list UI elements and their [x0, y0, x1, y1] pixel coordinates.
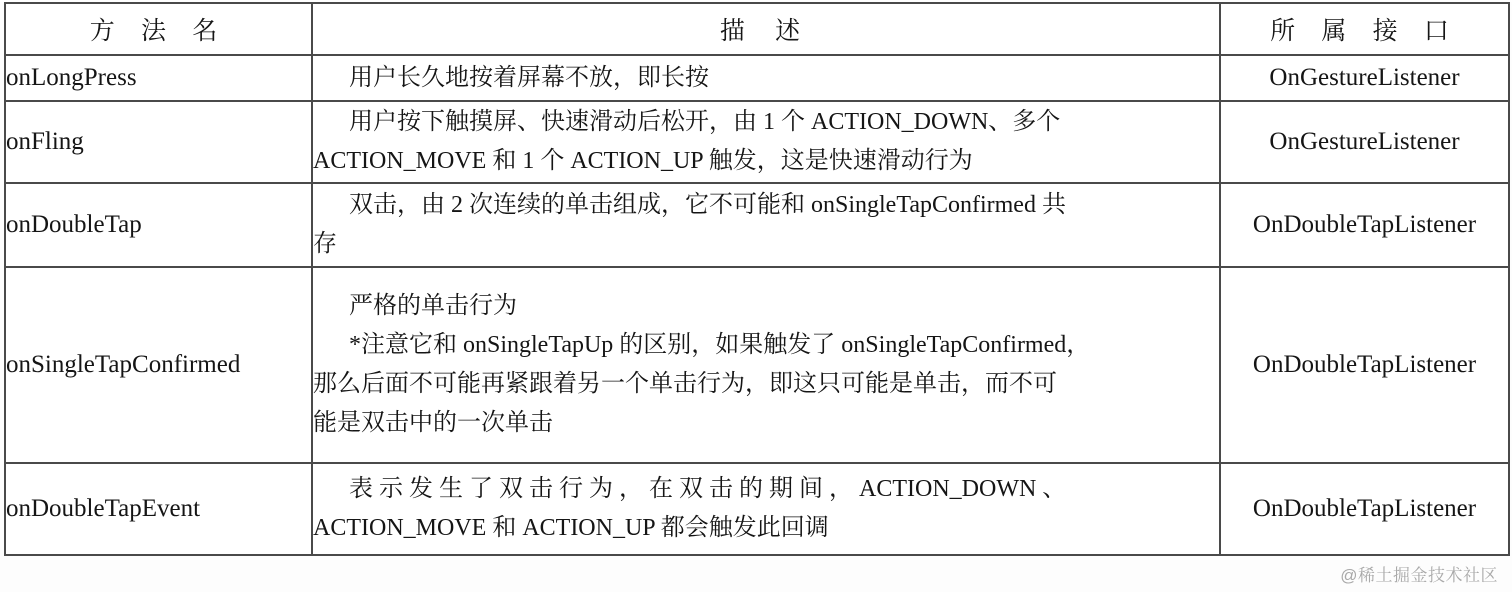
- table-header: [5, 3, 1509, 55]
- method-interface-cell: OnDoubleTapListener: [1220, 267, 1509, 463]
- method-description-cell: [312, 55, 1220, 101]
- method-name-cell: onFling: [5, 101, 312, 183]
- table-row: [5, 267, 1509, 463]
- method-interface-cell: OnGestureListener: [1220, 101, 1509, 183]
- watermark: @稀土掘金技术社区: [1340, 566, 1498, 585]
- header-method-name: 方 法 名: [5, 3, 312, 55]
- description-line: 用户按下触摸屏、快速滑动后松开，由 1 个 ACTION_DOWN、多个: [349, 109, 1061, 136]
- document-page: [0, 2, 1512, 592]
- method-name-cell: onDoubleTapEvent: [5, 463, 312, 555]
- method-description-cell: [312, 267, 1220, 463]
- table-row: [5, 183, 1509, 267]
- method-interface-cell: OnDoubleTapListener: [1220, 183, 1509, 267]
- description-line: ACTION_MOVE 和 1 个 ACTION_UP 触发，这是快速滑动行为: [313, 148, 973, 174]
- table-row: [5, 101, 1509, 183]
- description-line: 严格的单击行为: [349, 293, 517, 320]
- method-description-cell: [312, 463, 1220, 555]
- description-line: ACTION_MOVE 和 ACTION_UP 都会触发此回调: [313, 515, 829, 541]
- header-interface: 所 属 接 口: [1220, 3, 1509, 55]
- method-name-cell: onSingleTapConfirmed: [5, 267, 312, 463]
- method-interface-cell: OnDoubleTapListener: [1220, 463, 1509, 555]
- gesture-method-table: [4, 2, 1510, 556]
- table-row: [5, 55, 1509, 101]
- description-line: 双击，由 2 次连续的单击组成，它不可能和 onSingleTapConfirmed 共: [349, 192, 1066, 219]
- description-line: *注意它和 onSingleTapUp 的区别，如果触发了 onSingleTapConfirmed，: [349, 332, 1091, 359]
- description-line: 能是双击中的一次单击: [313, 409, 553, 436]
- description-line: 存: [313, 231, 337, 257]
- table-header-row: [5, 3, 1509, 55]
- table-row: [5, 463, 1509, 555]
- method-description-cell: [312, 183, 1220, 267]
- method-description-cell: [312, 101, 1220, 183]
- method-interface-cell: OnGestureListener: [1220, 55, 1509, 101]
- method-name-cell: onLongPress: [5, 55, 312, 101]
- description-line: 那么后面不可能再紧跟着另一个单击行为，即这只可能是单击，而不可: [313, 371, 1057, 397]
- description-line: 用户长久地按着屏幕不放，即长按: [349, 64, 709, 91]
- description-line: 表 示 发 生 了 双 击 行 为 ， 在 双 击 的 期 间 ， ACTION_DOWN 、: [349, 476, 1067, 503]
- header-description: 描 述: [312, 3, 1220, 55]
- method-name-cell: onDoubleTap: [5, 183, 312, 267]
- table-body: [5, 55, 1509, 555]
